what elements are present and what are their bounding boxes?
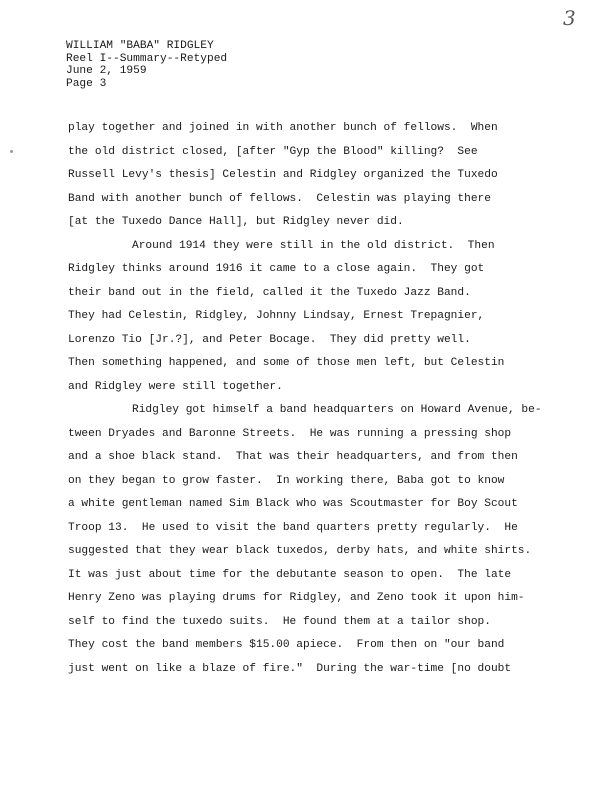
text-line: play together and joined in with another bunch of fellows. When [68,122,498,134]
text-line: Russell Levy's thesis] Celestin and Ridgley organized the Tuxedo [68,169,498,181]
text-line: tween Dryades and Baronne Streets. He was running a pressing shop [68,427,512,440]
document-header [66,40,227,90]
text-line: on they began to grow faster. In working there, Baba got to know [68,474,505,487]
header-name: WILLIAM "BABA" RIDGLEY [66,40,214,52]
text-line: They cost the band members $15.00 apiece. From then on "our band [68,639,505,651]
text-line: the old district closed, [after "Gyp the Blood" killing? See [68,145,478,158]
text-line: Band with another bunch of fellows. Celestin was playing there [68,192,491,205]
text-line: Lorenzo Tio [Jr.?], and Peter Bocage. They did pretty well. [68,333,471,346]
header-date: June 2, 1959 [66,65,147,78]
text-line: It was just about time for the debutante season to open. The late [68,568,512,581]
text-line: Ridgley thinks around 1916 it came to a close again. They got [68,263,485,275]
text-line: and Ridgley were still together. [68,380,283,393]
text-line: their band out in the field, called it the Tuxedo Jazz Band. [68,286,471,299]
stray-mark [10,150,13,153]
text-line: Around 1914 they were still in the old district. Then [132,239,495,252]
text-line: a white gentleman named Sim Black who was Scoutmaster for Boy Scout [68,498,518,510]
text-line: Troop 13. He used to visit the band quarters pretty regularly. He [68,521,518,534]
text-line: and a shoe black stand. That was their headquarters, and from then [68,451,518,463]
text-line: Then something happened, and some of those men left, but Celestin [68,357,505,369]
handwritten-page-number: 3 [563,6,576,30]
text-line: [at the Tuxedo Dance Hall], but Ridgley never did. [68,216,404,228]
text-line: Henry Zeno was playing drums for Ridgley, and Zeno took it upon him- [68,592,525,604]
text-line: Ridgley got himself a band headquarters on Howard Avenue, be- [132,404,542,416]
text-line: They had Celestin, Ridgley, Johnny Lindsay, Ernest Trepagnier, [68,310,485,322]
text-line: suggested that they wear black tuxedos, derby hats, and white shirts. [68,545,532,557]
header-page: Page 3 [66,77,107,90]
header-reel: Reel I--Summary--Retyped [66,52,228,65]
text-line: just went on like a blaze of fire." During the war-time [no doubt [68,662,512,675]
body-text [68,117,558,681]
text-line: self to find the tuxedo suits. He found them at a tailor shop. [68,615,491,628]
